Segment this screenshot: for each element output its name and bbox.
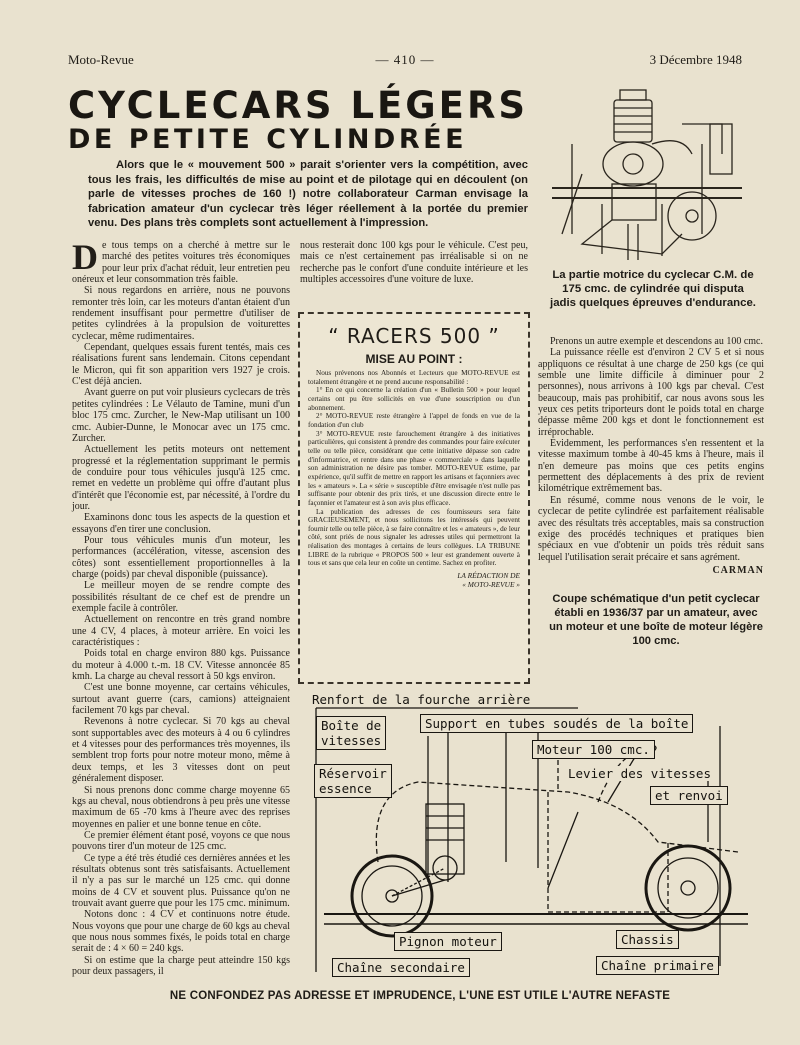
label-boite-vitesses: Boîte de vitesses (316, 716, 386, 750)
article-title-line1: CYCLECARS LÉGERS (68, 84, 529, 127)
racers-500-notice (298, 312, 530, 684)
paragraph: Actuellement on rencontre en très grand nombre une 4 CV, 4 places, à moteur arrière. En voici les caractéristiques : (72, 614, 290, 649)
publication-name: Moto-Revue (68, 52, 134, 67)
label-renfort: Renfort de la fourche arrière (312, 692, 531, 707)
paragraph: Si on estime que la charge peut atteindre 150 kgs pour deux passagers, il (72, 954, 290, 977)
label-reservoir: Réservoir essence (314, 764, 392, 798)
paragraph: Actuellement les petits moteurs ont nettement progressé et la réglementation supprimant le permis de conduire pour tous véhicules jusqu'à 125 cmc. remet en vedette un problème qui offre d'autant plus d'intérêt que l'économie est, par nécessité, à l'ordre du jour. (72, 444, 290, 512)
paragraph: Cependant, quelques essais furent tentés, mais ces réalisations furent sans lendemain. Citons cependant le Micron, qui fit son apparition vers 1927 je crois. C'est déjà ancien. (72, 342, 290, 388)
label-chaine-primaire: Chaîne primaire (596, 956, 719, 975)
page-number: — 410 — (375, 52, 435, 67)
paragraph: Notons donc : 4 CV et continuons notre étude. Nous voyons que pour une charge de 60 kgs au cheval que nous nous sommes fixés, le poids total en charge serait de : 4 × 60 = 240 kgs. (72, 909, 290, 955)
paragraph: 1° En ce qui concerne la création d'un « Bulletin 500 » pour lequel certains ont pu être sollicités en vue d'une souscription ou d'un abonnement. (308, 386, 520, 412)
paragraph: Pour tous véhicules munis d'un moteur, les performances (accélération, vitesse, ascension des côtes) sont essentiellement proportionnelles à la charge (poids) par cheval disponible (puissance). (72, 534, 290, 580)
cyclecar-schematic (308, 692, 762, 980)
paragraph: Si nous regardons en arrière, nous ne pouvons remonter très loin, car les moteurs d'antan étaient d'un rendement insuffisant pour permettre d'utiliser de petites cylindrées à la propulsion de voiturettes cyclecar, même rudimentaires. (72, 285, 290, 342)
paragraph: La publication des adresses de ces fournisseurs sera faite GRACIEUSEMENT, et nous sollicitons les intéressés qui peuvent fournir telle ou telle pièce, à se faire connaître et les « amateurs », de leur côté, sont priés de nous signaler les adresses utiles qui permettront la réalisation des montages à certains de leurs collègues. LA TRIBUNE LIBRE de la rubrique « PROPOS 500 » leur est grandement ouverte à tous et sans que cela leur en coûte un centime. Sachez en profiter. (308, 507, 520, 568)
paragraph: Ce premier élément étant posé, voyons ce que nous pouvons tirer d'un moteur de 125 cmc. (72, 829, 290, 853)
article-intro: Alors que le « mouvement 500 » parait s'orienter vers la compétition, avec tous les frais, les difficultés de mise au point et de pilotage qui en découlent (on parle de vitesses proches de 160 !) notre collaborateur Carman envisage la fabrication amateur d'un cyclecar très léger réellement à la portée du premier venu. Des plans très complets sont actuellement à l'impression. (88, 159, 528, 229)
paragraph: 3° MOTO-REVUE reste farouchement étrangère à des initiatives particulières, qui consistent à prendre des commandes pour faire exécuter telle ou telle pièce, considérant que cette initiative dépasse son cadre d'informatrice, et rentre dans une phase « commerciale » dans laquelle son administration ne désire pas tomber. MOTO-REVUE estime, par expérience, qu'il suffit de mettre en rapport les artisans et façonniers avec les « amateurs ». La « série » susceptible d'être envisagée n'est nulle pas suffisante pour obtenir des prix tirés, et une discussion directe entre le façonnier et l'amateur est à son avis plus efficace. (308, 429, 520, 507)
article-title-line2: DE PETITE CYLINDRÉE (68, 124, 468, 155)
running-header (68, 52, 742, 70)
article-column-1 (72, 237, 290, 977)
notice-subtitle: MISE AU POINT : (365, 352, 463, 366)
page-footer-slogan: NE CONFONDEZ PAS ADRESSE ET IMPRUDENCE, L'UNE EST UTILE L'AUTRE NEFASTE (169, 990, 671, 1002)
paragraph: Si nous prenons donc comme charge moyenne 65 kgs au cheval, nous obtiendrons à peu près une vitesse maximum de 65 -70 kms à l'heure avec des reprises moyennes en palier et une bonne tenue en côte. (72, 784, 290, 830)
label-chassis: Chassis (616, 930, 679, 949)
drop-cap: D (72, 237, 98, 277)
author-signature: CARMAN (712, 564, 764, 576)
notice-title: “ RACERS 500 ” (328, 324, 500, 348)
article-column-3 (538, 336, 764, 576)
paragraph: Le meilleur moyen de se rendre compte des possibilités résultant de ce chef est de prendre un exemple facile à contrôler. (72, 580, 290, 614)
paragraph: Poids total en charge environ 880 kgs. Puissance du moteur à 4.000 t.-m. 18 CV. Vitesse annoncée 85 kmh. La charge au cheval ressort à 50 kgs environ. (72, 648, 290, 683)
notice-body (308, 369, 520, 568)
paragraph: Revenons à notre cyclecar. Si 70 kgs au cheval sont supportables avec des moteurs à 4 ou 6 cylindres et 4 vitesses pour des performances très moyennes, ils semblent trop forts pour notre moteur mono, même à deux temps, et les 3 vitesses dont on peut généralement disposer. (72, 716, 290, 785)
paragraph: En résumé, comme nous venons de le voir, le cyclecar de petite cylindrée est parfaitement réalisable avec des résultats très acceptables, mais sa construction exige des procédés techniques et pratiques bien spéciaux en vue d'obtenir un poids très réduit sans lequel l'utilisation serait précaire et sans agrément. (538, 494, 764, 563)
notice-signature: LA RÉDACTION DE « MOTO-REVUE » (457, 571, 520, 590)
paragraph: Examinons donc tous les aspects de la question et essayons d'en tirer une conclusion. (72, 512, 290, 535)
article-column-2 (300, 240, 528, 285)
issue-date: 3 Décembre 1948 (649, 52, 742, 67)
paragraph: La puissance réelle est d'environ 2 CV 5 et si nous appliquons ce résultat à une charge de 250 kgs (ce qui semble une limite difficile à diminuer pour 2 personnes), nous arrivons à 100 kgs par cheval. C'est beaucoup, mais pas prohibitif, car nous avons sous les yeux ces petits triporteurs dont le poids total en charge dépasse même 200 kgs et dont le fonctionnement est irréprochable. (538, 347, 764, 438)
engine-caption: La partie motrice du cyclecar C.M. de 175 cmc. de cylindrée qui disputa jadis quelques épreuves d'endurance. (550, 269, 756, 309)
label-renvoi: et renvoi (650, 786, 728, 805)
label-moteur: Moteur 100 cmc. (532, 740, 655, 759)
paragraph: Evidemment, les performances s'en ressentent et la vitesse maximum tombe à 40-45 kms à l'heure, mais il n'en demeure pas moins que ces petits engins permettent des déplacements à des prix de revient kilométrique extrêmement bas. (538, 438, 764, 495)
paragraph: 2° MOTO-REVUE reste étrangère à l'appel de fonds en vue de la fondation d'un club (308, 412, 520, 429)
paragraph: Avant guerre on put voir plusieurs cyclecars de très petites cylindrées : Le Vélauto de Tamine, muni d'un bloc 175 cmc. Zurcher, le New-Map utilisant un 100 cmc. Aubier-Dunne, le Monocar avec un 175 cmc. Zurcher. (72, 387, 290, 444)
paragraph: C'est une bonne moyenne, car certains véhicules, surtout avant guerre (cars, camions) atteignaient facilement 70 kgs par cheval. (72, 682, 290, 717)
paragraph: Nous prévenons nos Abonnés et Lecteurs que MOTO-REVUE est totalement étrangère et ne prend aucune responsabilité : (308, 369, 520, 386)
paragraph: Ce type a été très étudié ces dernières années et les résultats obtenus sont très satisfaisants. Actuellement il n'y a pas sur le marché un 125 cmc. qui donne moins de 4 CV et souvent plus. Puissance qu'on ne trouvait avant guerre que pour les 175 cmc. minimum. (72, 852, 290, 909)
label-support: Support en tubes soudés de la boîte (420, 714, 693, 733)
label-chaine-secondaire: Chaîne secondaire (332, 958, 470, 977)
paragraph: De tous temps on a cherché à mettre sur le marché des petites voitures très économiques pour leur prix d'achat réduit, leur entretien peu onéreux et leur consommation très faible. (72, 237, 290, 286)
engine-drawing-icon (542, 84, 752, 262)
label-pignon: Pignon moteur (394, 932, 502, 951)
label-levier: Levier des vitesses (568, 766, 711, 781)
schematic-caption: Coupe schématique d'un petit cyclecar établi en 1936/37 par un amateur, avec un moteur et une boîte de moteur légère 100 cmc. (549, 593, 763, 647)
paragraph: Prenons un autre exemple et descendons au 100 cmc. (550, 336, 763, 347)
paragraph: nous resterait donc 100 kgs pour le véhicule. C'est peu, mais ce n'est certainement pas irréalisable si on ne recherche pas le confort d'une conduite intérieure et les multiples accessoires d'une voiture de luxe. (300, 240, 528, 286)
